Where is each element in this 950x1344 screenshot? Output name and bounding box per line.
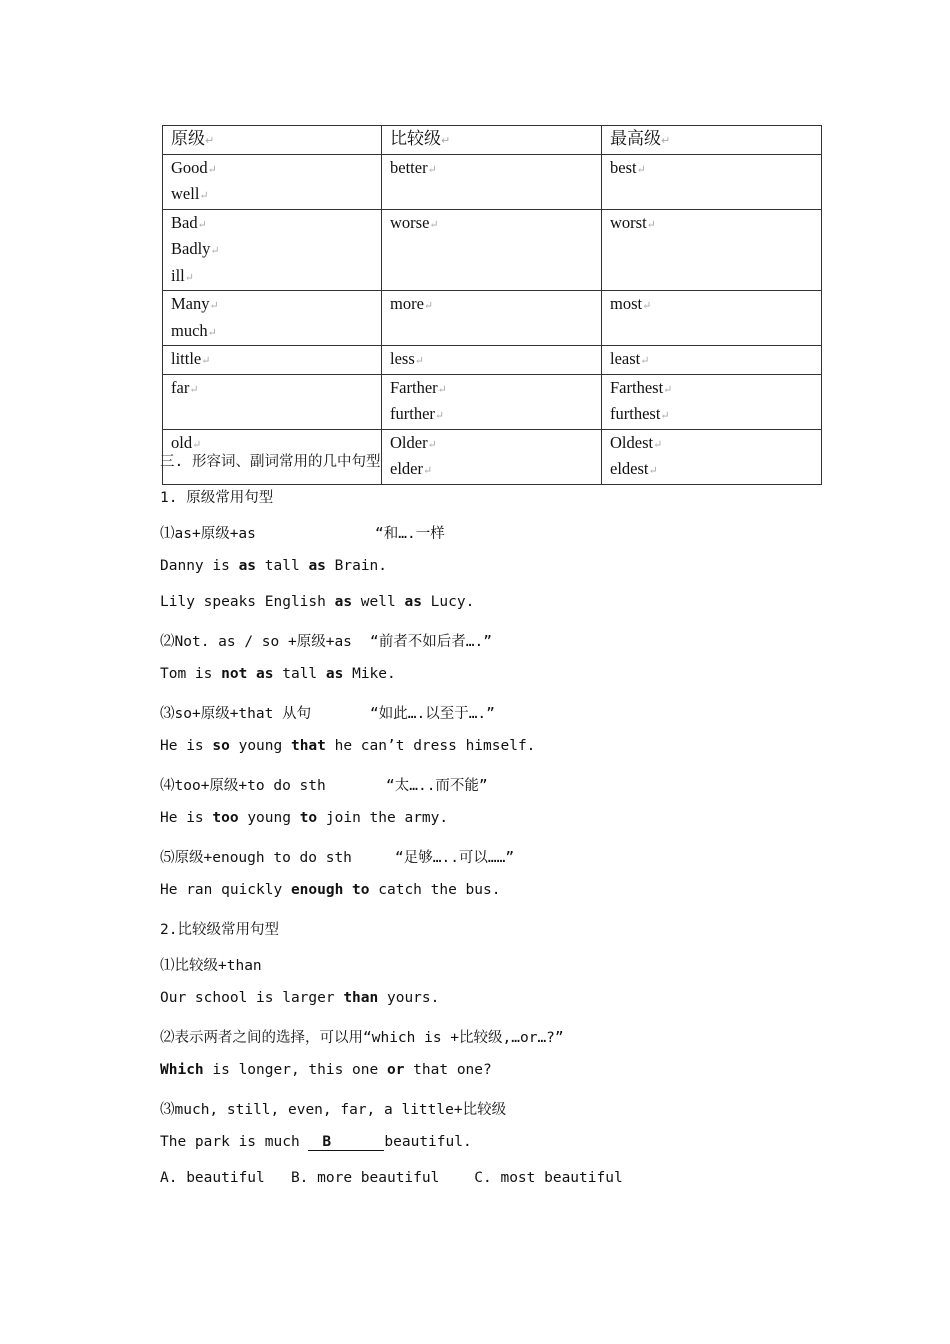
word-form: Oldest [610, 432, 654, 452]
table-row [163, 374, 822, 429]
example-sentence: Which is longer, this one or that one? [160, 1062, 492, 1078]
word-form: little [171, 349, 202, 368]
base-form-patterns-title: 1. 原级常用句型 [160, 490, 274, 506]
pattern-label: ⑶so+原级+that 从句 [160, 706, 312, 722]
word-form: ill [171, 265, 185, 285]
comparative-pattern-2-heading: ⑵表示两者之间的选择，可以用“which is +比较级,…or…?” [160, 1030, 564, 1046]
table-row [163, 209, 822, 291]
table-cell-base: Bad↵ Badly↵ ill↵ [163, 209, 382, 291]
word-form: better [390, 157, 428, 177]
table-cell-comparative: Farther↵ further↵ [382, 374, 602, 429]
word-form: worse [390, 212, 430, 232]
table-cell-superlative: most↵ [602, 291, 822, 346]
word-form: Badly [171, 239, 211, 258]
table-row [163, 154, 822, 209]
pattern-meaning: “足够…..可以……” [395, 850, 515, 866]
word-form: less [390, 349, 415, 368]
table-cell-superlative: Farthest↵ furthest↵ [602, 374, 822, 429]
comparative-pattern-1-heading: ⑴比较级+than [160, 958, 262, 974]
word-form: old [171, 432, 193, 452]
pattern-meaning: “如此….以至于….” [370, 706, 495, 722]
word-form: most [610, 294, 643, 313]
table-cell-comparative: more↵ [382, 291, 602, 346]
word-form: best [610, 157, 637, 177]
table-header-row [163, 126, 822, 155]
table-cell-base: little↵ [163, 346, 382, 375]
answer-options: A. beautiful B. more beautiful C. most beautiful [160, 1170, 623, 1186]
example-sentence: Danny is as tall as Brain. [160, 558, 388, 574]
exercise-sentence: The park is much B beautiful. [160, 1134, 472, 1150]
section-3-title: 三. 形容词、副词常用的几中句型 [160, 454, 381, 470]
example-sentence: He ran quickly enough to catch the bus. [160, 882, 501, 898]
pattern-1-heading [160, 522, 445, 543]
table-cell-comparative: less↵ [382, 346, 602, 375]
example-sentence: Lily speaks English as well as Lucy. [160, 594, 475, 610]
example-sentence: Tom is not as tall as Mike. [160, 666, 396, 682]
pattern-4-heading [160, 774, 488, 795]
word-form: further [390, 404, 435, 423]
example-sentence: He is so young that he can’t dress himself. [160, 738, 536, 754]
table-cell-base: Many↵ much↵ [163, 291, 382, 346]
table-row [163, 291, 822, 346]
pattern-meaning: “和….一样 [375, 526, 445, 542]
comparative-pattern-3-heading: ⑶much, still, even, far, a little+比较级 [160, 1102, 507, 1118]
word-form: Good [171, 157, 208, 177]
table-cell-comparative: better↵ [382, 154, 602, 209]
pattern-5-heading [160, 846, 515, 867]
table-row [163, 346, 822, 375]
table-cell-superlative: least↵ [602, 346, 822, 375]
word-form: well [171, 184, 200, 203]
word-form: elder [390, 459, 423, 478]
example-sentence: He is too young to join the army. [160, 810, 449, 826]
word-form: much [171, 320, 208, 340]
word-form: far [171, 377, 190, 397]
pattern-label: ⑷too+原级+to do sth [160, 778, 326, 794]
table-cell-comparative: Older↵ elder↵ [382, 429, 602, 484]
word-form: Bad [171, 212, 198, 232]
pattern-meaning: “前者不如后者….” [370, 634, 492, 650]
word-form: worst [610, 212, 647, 232]
answer-blank: B [308, 1134, 384, 1151]
table-cell-comparative: worse↵ [382, 209, 602, 291]
pattern-meaning: “太…..而不能” [386, 778, 488, 794]
header-comparative: 比较级↵ [382, 126, 602, 155]
pattern-label: ⑵Not. as / so +原级+as [160, 634, 352, 650]
word-form: least [610, 349, 641, 368]
adjective-grades-table [162, 125, 822, 485]
table-cell-base: far↵ [163, 374, 382, 429]
word-form: Many [171, 294, 210, 313]
word-form: Older [390, 432, 428, 452]
header-base-form: 原级↵ [163, 126, 382, 155]
word-form: Farther [390, 377, 438, 397]
word-form: more [390, 294, 424, 313]
pattern-label: ⑴as+原级+as [160, 526, 256, 542]
table-cell-superlative: best↵ [602, 154, 822, 209]
table-cell-base: Good↵ well↵ [163, 154, 382, 209]
pattern-3-heading [160, 702, 495, 723]
word-form: furthest [610, 404, 661, 423]
table-cell-base: old↵ [163, 429, 382, 484]
table-cell-superlative: worst↵ [602, 209, 822, 291]
word-form: Farthest [610, 377, 664, 397]
table-cell-superlative: Oldest↵ eldest↵ [602, 429, 822, 484]
comparative-patterns-title: 2.比较级常用句型 [160, 922, 279, 938]
example-sentence: Our school is larger than yours. [160, 990, 440, 1006]
pattern-label: ⑸原级+enough to do sth [160, 850, 352, 866]
header-superlative: 最高级↵ [602, 126, 822, 155]
pattern-2-heading [160, 630, 492, 651]
word-form: eldest [610, 459, 649, 478]
